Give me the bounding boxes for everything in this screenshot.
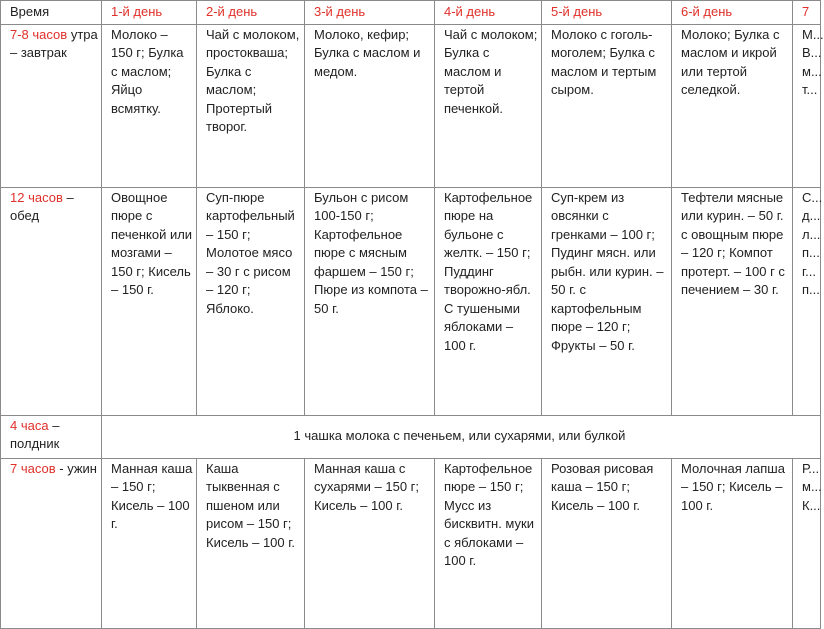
snack-time-hours: 4 часа (10, 417, 49, 433)
header-day-6: 6-й день (672, 1, 793, 25)
snack-row (1, 415, 821, 458)
dinner-day-5: Розовая рисовая каша – 150 г; Кисель – 100 г. (542, 458, 672, 628)
dinner-time (1, 458, 102, 628)
breakfast-time-label: утра – завтрак (10, 26, 98, 60)
lunch-time-hours: 12 часов (10, 189, 63, 205)
breakfast-row (1, 24, 821, 187)
dinner-row (1, 458, 821, 628)
lunch-day-7: С... д... л... п... г... п... (793, 187, 821, 415)
breakfast-day-6: Молоко; Булка с маслом и икрой или тертой селедкой. (672, 24, 793, 187)
header-time: Время (1, 1, 102, 25)
header-day-7: 7 (793, 1, 821, 25)
lunch-time-label: – обед (10, 189, 74, 223)
breakfast-day-5: Молоко с гоголь-моголем; Булка с маслом и тертым сыром. (542, 24, 672, 187)
lunch-time (1, 187, 102, 415)
lunch-day-1: Овощное пюре с печенкой или мозгами – 150 г; Кисель – 150 г. (102, 187, 197, 415)
lunch-row (1, 187, 821, 415)
header-day-2: 2-й день (197, 1, 305, 25)
lunch-day-6: Тефтели мясные или курин. – 50 г. с овощным пюре – 120 г; Компот протерт. – 100 г с печением – 30 г. (672, 187, 793, 415)
header-day-4: 4-й день (435, 1, 542, 25)
dinner-time-label: - ужин (59, 460, 97, 476)
dinner-day-2: Каша тыквенная с пшеном или рисом – 150 г; Кисель – 100 г. (197, 458, 305, 628)
breakfast-time (1, 24, 102, 187)
breakfast-day-4: Чай с молоком; Булка с маслом и тертой печенкой. (435, 24, 542, 187)
header-day-3: 3-й день (305, 1, 435, 25)
breakfast-day-3: Молоко, кефир; Булка с маслом и медом. (305, 24, 435, 187)
header-row (1, 1, 821, 25)
lunch-day-2: Суп-пюре картофельный – 150 г; Молотое мясо – 30 г с рисом – 120 г; Яблоко. (197, 187, 305, 415)
lunch-day-5: Суп-крем из овсянки с гренками – 100 г; Пудинг мясн. или рыбн. или курин. – 50 г. с картофельным пюре – 120 г; Фрукты – 50 г. (542, 187, 672, 415)
breakfast-day-2: Чай с молоком, простокваша; Булка с маслом; Протертый творог. (197, 24, 305, 187)
header-day-1: 1-й день (102, 1, 197, 25)
breakfast-day-7: М... В... м... т... (793, 24, 821, 187)
breakfast-day-1: Молоко – 150 г; Булка с маслом; Яйцо всмятку. (102, 24, 197, 187)
header-day-5: 5-й день (542, 1, 672, 25)
dinner-day-6: Молочная лапша – 150 г; Кисель – 100 г. (672, 458, 793, 628)
dinner-time-hours: 7 часов (10, 460, 56, 476)
snack-time (1, 415, 102, 458)
dinner-day-1: Манная каша – 150 г; Кисель – 100 г. (102, 458, 197, 628)
dinner-day-7: Р... м... К... (793, 458, 821, 628)
lunch-day-4: Картофельное пюре на бульоне с желтк. – 150 г; Пуддинг творожно-ябл. С тушеными яблоками – 100 г. (435, 187, 542, 415)
lunch-day-3: Бульон с рисом 100-150 г; Картофельное пюре с мясным фаршем – 150 г; Пюре из компота – 50 г. (305, 187, 435, 415)
breakfast-time-hours: 7-8 часов (10, 26, 68, 42)
dinner-day-3: Манная каша с сухарями – 150 г; Кисель – 100 г. (305, 458, 435, 628)
dinner-day-4: Картофельное пюре – 150 г; Мусс из бисквитн. муки с яблоками – 100 г. (435, 458, 542, 628)
snack-time-label: – полдник (10, 417, 60, 451)
snack-all-days: 1 чашка молока с печеньем, или сухарями, или булкой (102, 415, 821, 458)
